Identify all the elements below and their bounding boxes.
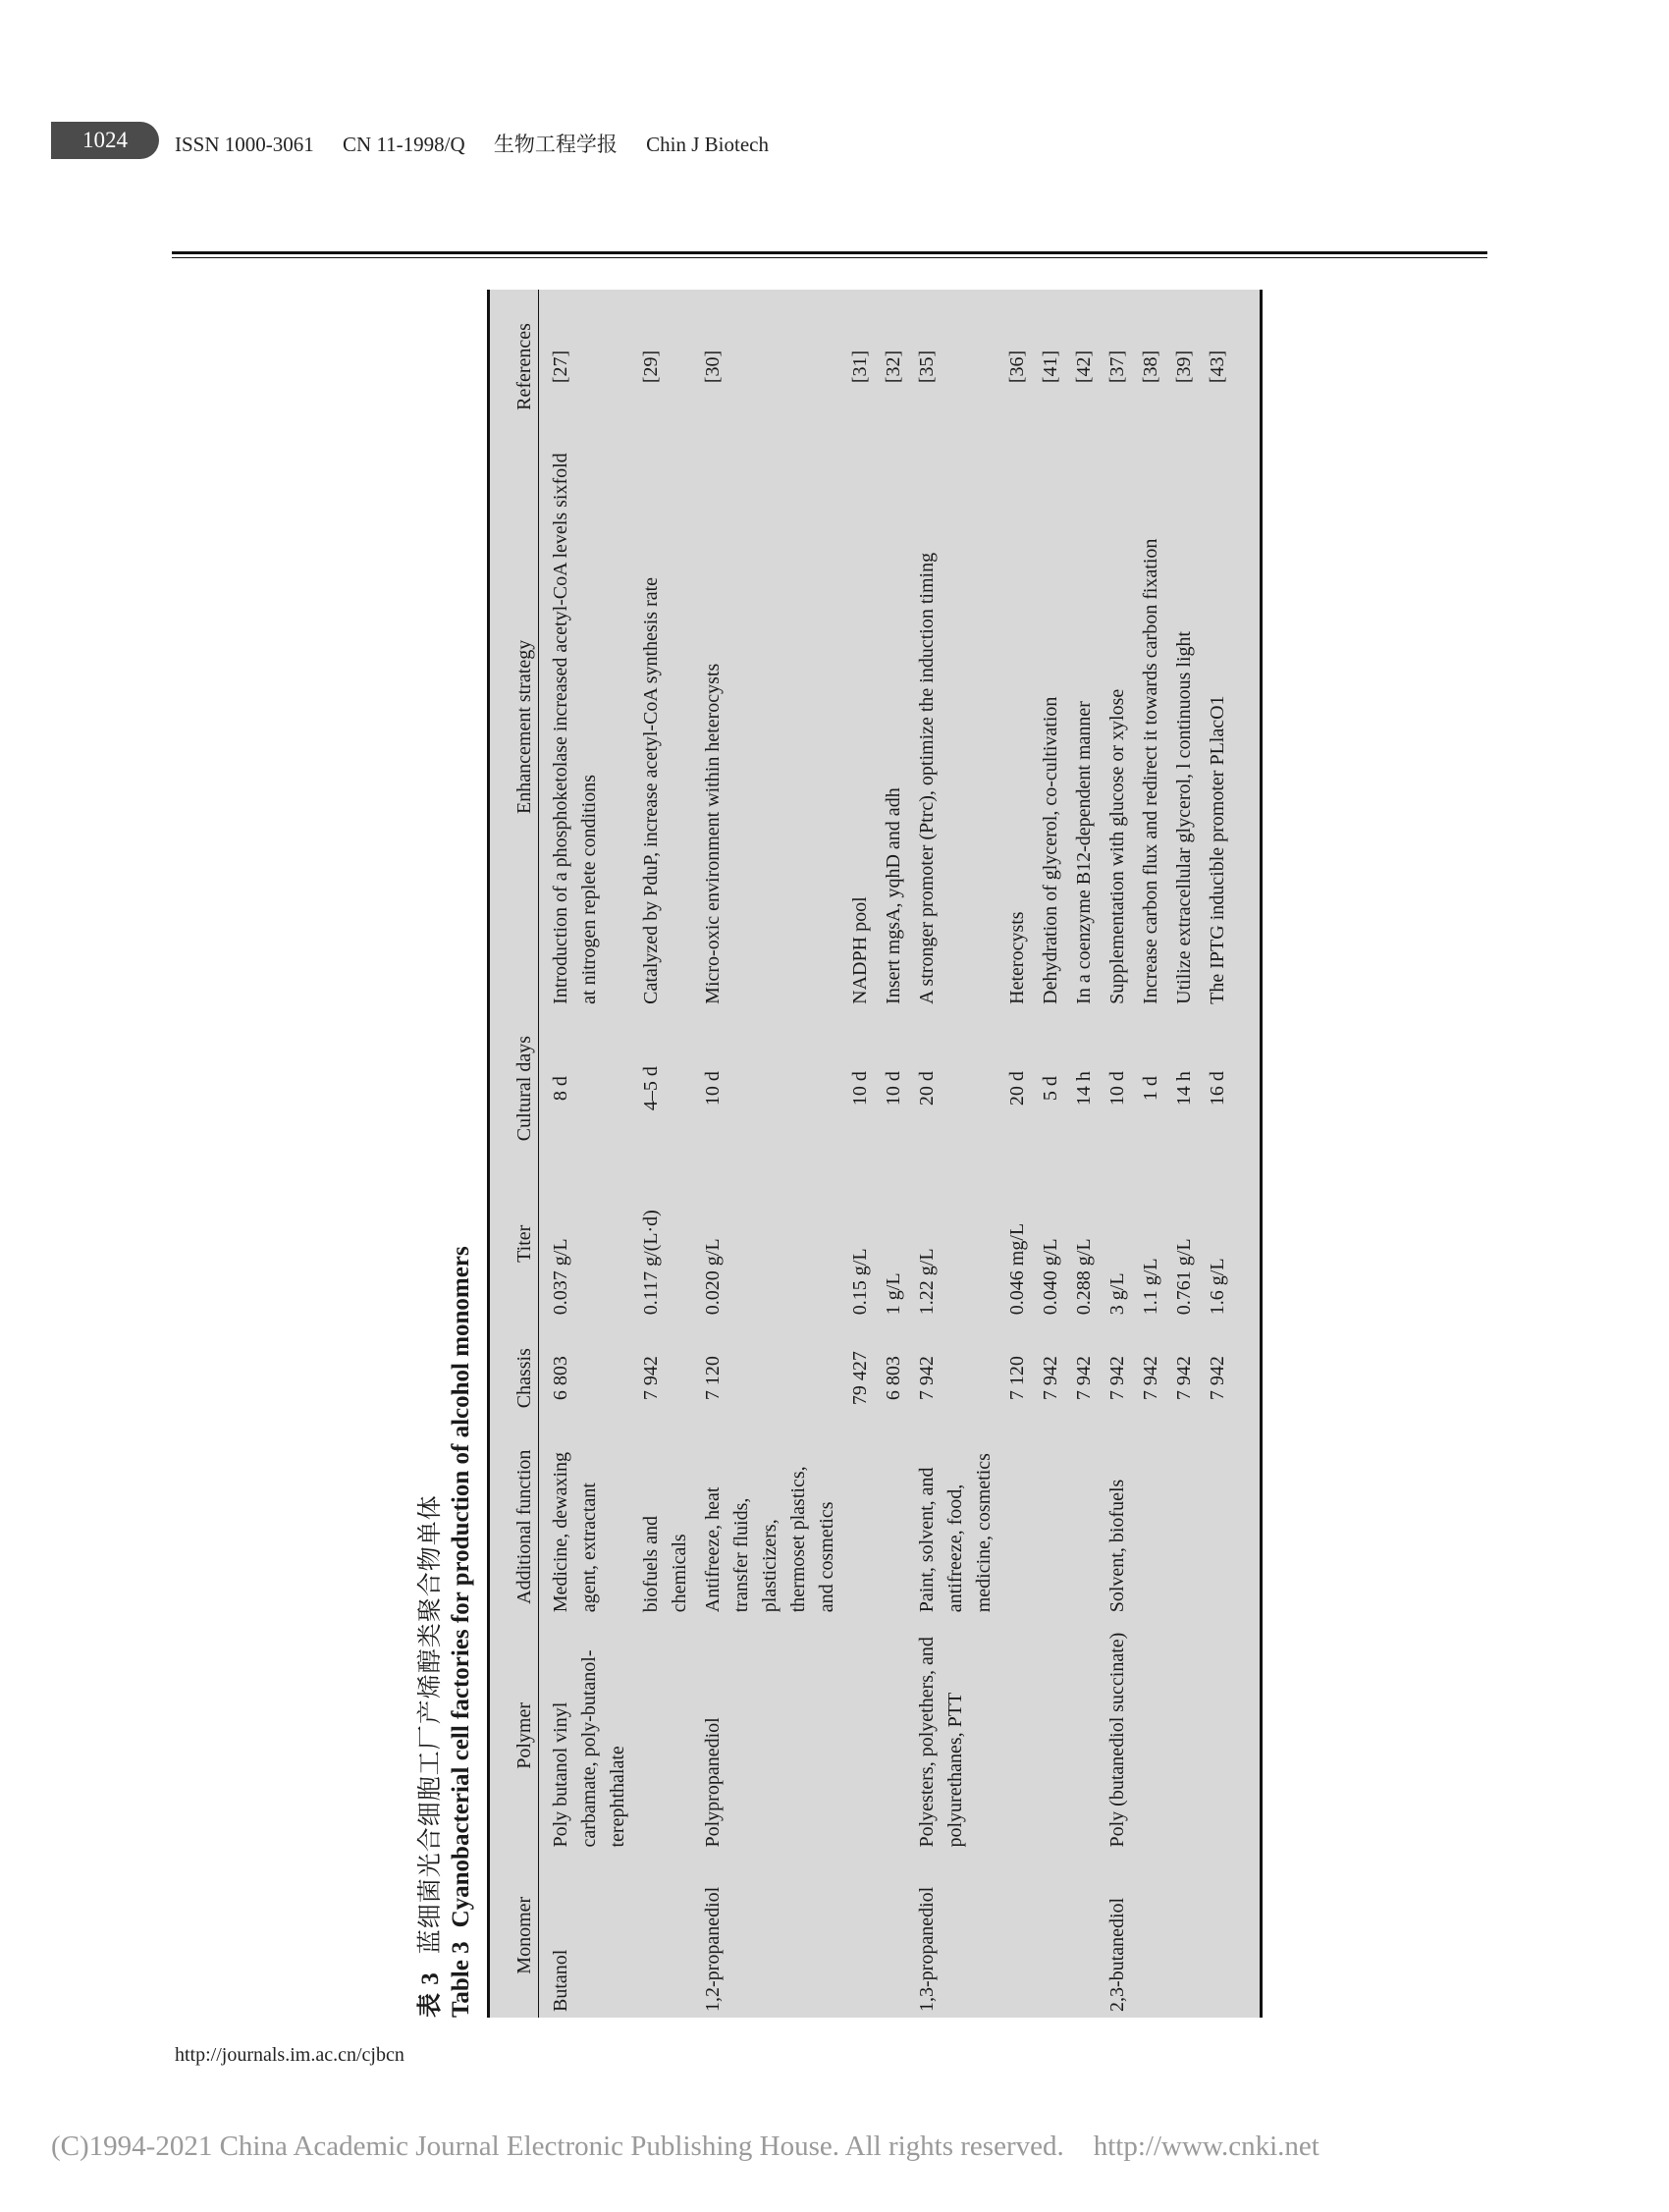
cell-monomer bbox=[1032, 1854, 1065, 2018]
cell-strategy: Heterocysts bbox=[1006, 911, 1028, 1004]
cell-reference: [42] bbox=[1073, 350, 1095, 384]
cell-monomer: 1,3-propanediol bbox=[916, 1886, 938, 2012]
cell-titer: 0.020 g/L bbox=[702, 1238, 724, 1316]
table-body bbox=[539, 290, 1232, 2018]
cell-polymer bbox=[875, 1618, 908, 1853]
cell-strategy: Catalyzed by PduP, increase acetyl-CoA synthesis rate bbox=[640, 576, 662, 1004]
cell-polymer bbox=[1032, 1618, 1065, 1853]
cell-monomer: Butanol bbox=[550, 1949, 571, 2012]
table-area bbox=[487, 290, 1263, 2018]
header-rule-thick bbox=[172, 251, 1487, 254]
cell-polymer: Polypropanediol bbox=[702, 1717, 724, 1848]
cell-function: Paint, solvent, and antifreeze, food, medicine, cosmetics bbox=[916, 1453, 995, 1613]
copyright-text: (C)1994-2021 China Academic Journal Electronic Publishing House. All rights reserved. bbox=[51, 2131, 1064, 2162]
cell-reference: [36] bbox=[1006, 350, 1028, 384]
header-chassis: Chassis bbox=[513, 1348, 535, 1409]
cell-function bbox=[1065, 1435, 1099, 1618]
cell-monomer bbox=[1165, 1854, 1199, 2018]
cell-function: Solvent, biofuels bbox=[1106, 1479, 1128, 1613]
cell-days: 4–5 d bbox=[640, 1066, 662, 1111]
cell-function bbox=[841, 1435, 875, 1618]
cell-chassis: 7 942 bbox=[640, 1356, 662, 1401]
caption-en-title: Cyanobacterial cell factories for production of alcohol monomers bbox=[448, 1246, 474, 1928]
cell-function bbox=[875, 1435, 908, 1618]
header-strategy: Enhancement strategy bbox=[513, 639, 535, 814]
cell-polymer bbox=[1165, 1618, 1199, 1853]
cell-strategy: A stronger promoter (Ptrc), optimize the induction timing bbox=[916, 552, 938, 1004]
cell-chassis: 7 942 bbox=[1140, 1356, 1161, 1401]
cell-function: Medicine, dewaxing agent, extractant bbox=[550, 1451, 600, 1613]
cell-strategy: Micro-oxic environment within heterocysts bbox=[702, 663, 724, 1004]
cell-reference: [35] bbox=[916, 350, 938, 384]
cell-monomer bbox=[841, 1854, 875, 2018]
header-titer: Titer bbox=[513, 1224, 535, 1263]
caption-cn-title: 蓝细菌光合细胞工厂产烯醇类聚合物单体 bbox=[415, 1494, 444, 1955]
cell-polymer bbox=[1199, 1618, 1232, 1853]
cell-reference: [27] bbox=[550, 350, 571, 384]
cell-titer: 1 g/L bbox=[883, 1272, 904, 1316]
table-row bbox=[1065, 290, 1099, 2018]
cell-days: 16 d bbox=[1207, 1071, 1228, 1106]
cell-reference: [43] bbox=[1207, 350, 1228, 384]
cell-titer: 0.046 mg/L bbox=[1006, 1222, 1028, 1316]
cell-function bbox=[1032, 1435, 1065, 1618]
cell-polymer bbox=[998, 1618, 1032, 1853]
cell-chassis: 6 803 bbox=[550, 1356, 571, 1401]
cell-reference: [39] bbox=[1173, 350, 1195, 384]
table-row bbox=[841, 290, 875, 2018]
table-row bbox=[1165, 290, 1199, 2018]
cell-titer: 0.040 g/L bbox=[1040, 1238, 1061, 1316]
cell-polymer bbox=[632, 1618, 694, 1853]
issn-text: ISSN 1000-3061 bbox=[175, 133, 314, 156]
journal-en-title: Chin J Biotech bbox=[646, 133, 769, 156]
cell-days: 1 d bbox=[1140, 1076, 1161, 1102]
cell-titer: 1.1 g/L bbox=[1140, 1258, 1161, 1316]
cell-polymer bbox=[1065, 1618, 1099, 1853]
cell-polymer bbox=[1132, 1618, 1165, 1853]
cell-chassis: 7 942 bbox=[1040, 1356, 1061, 1401]
cell-strategy: The IPTG inducible promoter PLlacO1 bbox=[1207, 695, 1228, 1004]
cell-strategy: Increase carbon flux and redirect it towards carbon fixation bbox=[1140, 538, 1161, 1004]
cell-reference: [31] bbox=[849, 350, 871, 384]
cn-text: CN 11-1998/Q bbox=[343, 133, 465, 156]
cell-chassis: 7 942 bbox=[1207, 1356, 1228, 1401]
cell-titer: 0.761 g/L bbox=[1173, 1238, 1195, 1316]
page-number-badge: 1024 bbox=[51, 122, 159, 159]
header-function: Additional function bbox=[513, 1449, 535, 1604]
cell-chassis: 7 942 bbox=[1073, 1356, 1095, 1401]
cell-days: 10 d bbox=[849, 1071, 871, 1106]
cell-polymer: Poly (butanediol succinate) bbox=[1106, 1632, 1128, 1848]
cell-reference: [29] bbox=[640, 350, 662, 384]
cell-strategy: Utilize extracellular glycerol, l continuous light bbox=[1173, 630, 1195, 1004]
cell-chassis: 79 427 bbox=[849, 1351, 871, 1406]
cell-function bbox=[1199, 1435, 1232, 1618]
table-header-row bbox=[490, 290, 539, 2018]
monomer-table bbox=[490, 290, 1232, 2018]
table-bottom-rule bbox=[1260, 290, 1263, 2018]
cell-titer: 0.15 g/L bbox=[849, 1248, 871, 1316]
table-row bbox=[1199, 290, 1232, 2018]
cell-polymer: Polyesters, polyethers, and polyurethanes, PTT bbox=[916, 1637, 966, 1848]
cnki-link[interactable]: http://www.cnki.net bbox=[1093, 2131, 1319, 2162]
cell-reference: [37] bbox=[1106, 350, 1128, 384]
cell-chassis: 7 120 bbox=[702, 1356, 724, 1401]
table-row bbox=[998, 290, 1032, 2018]
cell-monomer bbox=[1199, 1854, 1232, 2018]
journal-url[interactable]: http://journals.im.ac.cn/cjbcn bbox=[175, 2044, 404, 2066]
cell-strategy: In a coenzyme B12-dependent manner bbox=[1073, 701, 1095, 1004]
header-days: Cultural days bbox=[513, 1035, 535, 1142]
table-row bbox=[908, 290, 998, 2018]
cell-monomer bbox=[875, 1854, 908, 2018]
table-caption-en bbox=[448, 1246, 475, 2018]
cell-days: 20 d bbox=[916, 1071, 938, 1106]
cell-strategy: Introduction of a phosphoketolase increased acetyl-CoA levels sixfold at nitrogen replete conditions bbox=[550, 453, 600, 1004]
caption-en-label: Table 3 bbox=[448, 1941, 474, 2018]
caption-cn-label: 表 3 bbox=[417, 1971, 444, 2018]
cell-polymer bbox=[841, 1618, 875, 1853]
cell-chassis: 7 942 bbox=[1106, 1356, 1128, 1401]
cell-strategy: Dehydration of glycerol, co-cultivation bbox=[1040, 696, 1061, 1004]
cell-monomer bbox=[998, 1854, 1032, 2018]
cell-titer: 1.6 g/L bbox=[1207, 1258, 1228, 1316]
cell-function bbox=[1165, 1435, 1199, 1618]
cell-monomer: 2,3-butanediol bbox=[1106, 1897, 1128, 2012]
cell-titer: 3 g/L bbox=[1106, 1272, 1128, 1316]
cell-polymer: Poly butanol vinyl carbamate, poly-butanol-terephthalate bbox=[550, 1649, 628, 1848]
table-row bbox=[1099, 290, 1132, 2018]
running-header bbox=[175, 129, 792, 158]
cell-titer: 1.22 g/L bbox=[916, 1248, 938, 1316]
cell-days: 20 d bbox=[1006, 1071, 1028, 1106]
cell-chassis: 6 803 bbox=[883, 1356, 904, 1401]
cell-function: Antifreeze, heat transfer fluids, plasticizers, thermoset plastics, and cosmetics bbox=[702, 1466, 837, 1613]
table-row bbox=[875, 290, 908, 2018]
header-monomer: Monomer bbox=[513, 1896, 535, 1974]
cell-days: 14 h bbox=[1173, 1071, 1195, 1106]
cell-chassis: 7 942 bbox=[1173, 1356, 1195, 1401]
cell-monomer bbox=[632, 1854, 694, 2018]
cell-reference: [30] bbox=[702, 350, 724, 384]
copyright-notice bbox=[51, 2131, 1319, 2163]
cell-days: 8 d bbox=[550, 1076, 571, 1102]
journal-cn-title: 生物工程学报 bbox=[493, 133, 618, 156]
cell-days: 10 d bbox=[883, 1071, 904, 1106]
table-row bbox=[1032, 290, 1065, 2018]
cell-titer: 0.288 g/L bbox=[1073, 1238, 1095, 1316]
cell-titer: 0.117 g/(L·d) bbox=[640, 1210, 662, 1316]
cell-function bbox=[1132, 1435, 1165, 1618]
cell-days: 10 d bbox=[702, 1071, 724, 1106]
cell-strategy: Insert mgsA, yqhD and adh bbox=[883, 787, 904, 1004]
cell-reference: [32] bbox=[883, 350, 904, 384]
cell-days: 14 h bbox=[1073, 1071, 1095, 1106]
cell-strategy: NADPH pool bbox=[849, 896, 871, 1004]
table-caption-cn bbox=[410, 1494, 446, 2018]
rotated-table-block bbox=[403, 290, 1266, 2018]
table-row bbox=[1132, 290, 1165, 2018]
cell-chassis: 7 120 bbox=[1006, 1356, 1028, 1401]
cell-function: biofuels and chemicals bbox=[640, 1515, 690, 1613]
cell-monomer bbox=[1065, 1854, 1099, 2018]
cell-days: 10 d bbox=[1106, 1071, 1128, 1106]
cell-reference: [41] bbox=[1040, 350, 1061, 384]
table-row bbox=[632, 290, 694, 2018]
header-rule-thin bbox=[172, 257, 1487, 258]
cell-function bbox=[998, 1435, 1032, 1618]
cell-chassis: 7 942 bbox=[916, 1356, 938, 1401]
cell-monomer bbox=[1132, 1854, 1165, 2018]
cell-titer: 0.037 g/L bbox=[550, 1238, 571, 1316]
cell-reference: [38] bbox=[1140, 350, 1161, 384]
header-references: References bbox=[513, 323, 535, 410]
cell-strategy: Supplementation with glucose or xylose bbox=[1106, 688, 1128, 1004]
header-polymer: Polymer bbox=[513, 1702, 535, 1769]
table-row bbox=[539, 290, 632, 2018]
cell-days: 5 d bbox=[1040, 1076, 1061, 1102]
table-row bbox=[694, 290, 841, 2018]
cell-monomer: 1,2-propanediol bbox=[702, 1886, 724, 2012]
